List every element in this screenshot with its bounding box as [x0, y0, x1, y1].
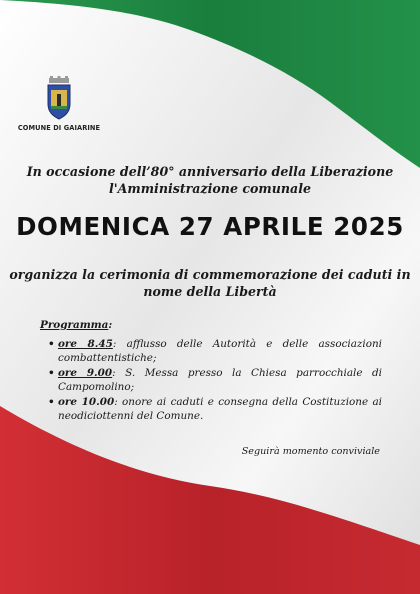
program-heading: Programma: — [40, 319, 113, 331]
program-time: ore 10.00 — [58, 396, 115, 408]
event-date-heading: DOMENICA 27 APRILE 2025 — [16, 212, 404, 241]
program-description: onore ai caduti e consegna della Costituzione ai neodiciottenni del Comune. — [58, 396, 382, 422]
program-time: ore 8.45 — [58, 338, 113, 350]
intro-line-1: In occasione dell’80° anniversario della Liberazione — [26, 164, 394, 179]
intro-line-2: l'Amministrazione comunale — [108, 181, 312, 196]
program-time: ore 9.00 — [58, 367, 113, 379]
subtitle-line-2: nome della Libertà — [143, 284, 277, 299]
coat-of-arms-icon — [46, 76, 72, 120]
intro-text — [0, 163, 420, 197]
subtitle-line-1: organizza la cerimonia di commemorazione dei caduti in — [9, 267, 411, 282]
event-subtitle — [0, 266, 420, 300]
closing-note: Seguirà momento conviviale — [241, 446, 380, 457]
program-description: S. Messa presso la Chiesa parrocchiale di Campomolino; — [58, 367, 382, 393]
program-item: • ore 9.00: S. Messa presso la Chiesa parrocchiale di Campomolino; — [48, 366, 382, 394]
program-item: • ore 8.45: afflusso delle Autorità e delle associazioni combattentistiche; — [48, 337, 382, 365]
program-item: • ore 10.00: onore ai caduti e consegna della Costituzione ai neodiciottenni del Comune. — [48, 395, 382, 423]
municipality-name: COMUNE DI GAIARINE — [17, 124, 101, 132]
program-description: afflusso delle Autorità e delle associazioni combattentistiche; — [58, 338, 382, 364]
municipality-logo — [14, 76, 104, 132]
program-list — [40, 337, 382, 423]
program-section — [40, 318, 382, 424]
program-title: Programma — [40, 319, 109, 331]
